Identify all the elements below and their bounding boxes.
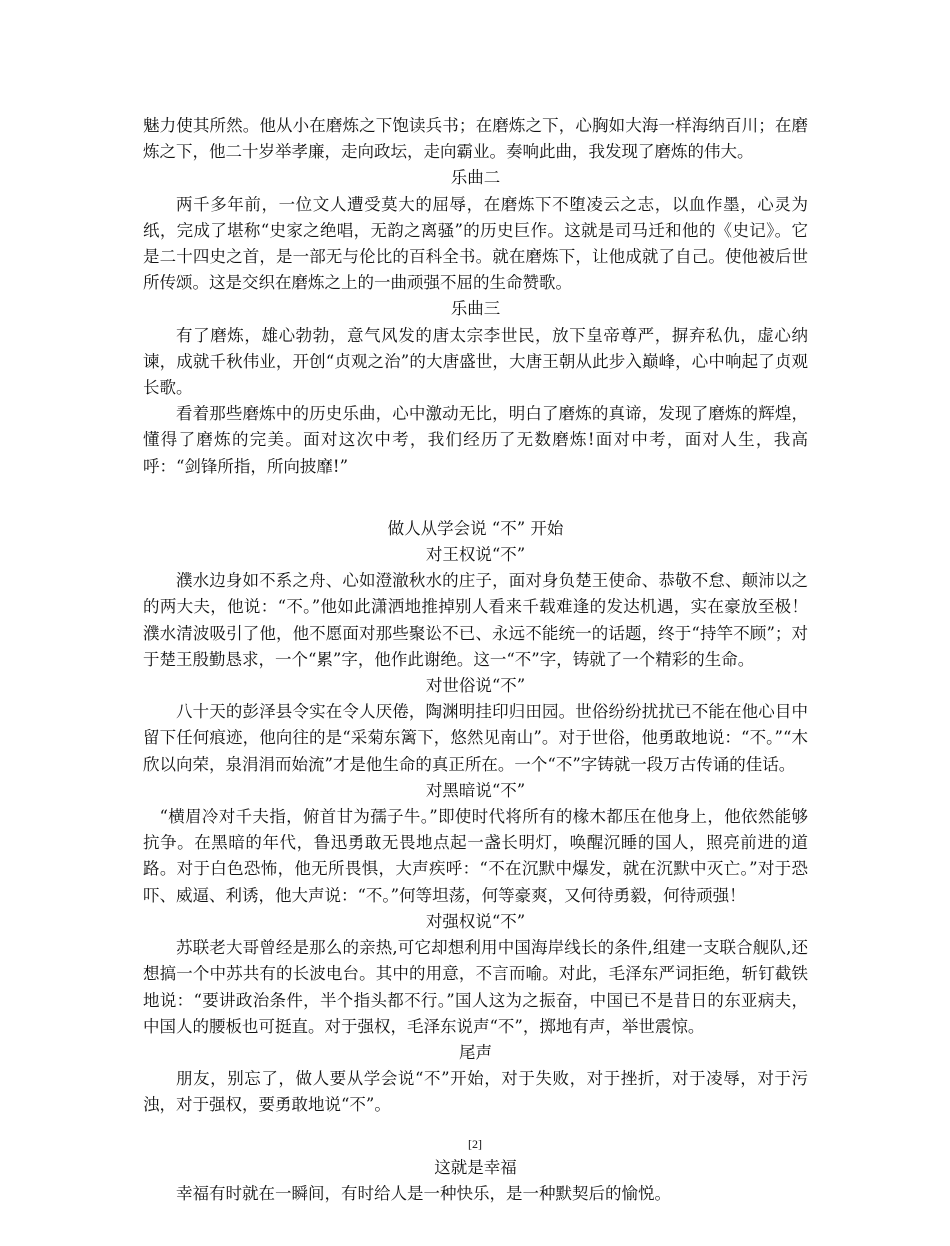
essay-title: 这就是幸福 (434, 1157, 517, 1177)
paragraph: “横眉冷对千夫指，俯首甘为孺子牛。”即使时代将所有的椽木都压在他身上，他依然能够抗争。在黑暗的年代，鲁迅勇敢无畏地点起一盏长明灯，唤醒沉睡的国人，照亮前进的道路。对于白色恐怖，他无所畏惧，大声疾呼：“不在沉默中爆发，就在沉默中灭亡。”对于恐吓、威逼、利诱，他大声说：“不。”何等坦荡，何等豪爽，又何待勇毅，何待顽强！ (143, 807, 808, 905)
section-heading-song2: 乐曲二 (450, 168, 501, 188)
paragraph-song3: 有了磨炼，雄心勃勃，意气风发的唐太宗李世民，放下皇帝尊严，摒弃私仇，虚心纳谏，成就千秋伟业，开创“贞观之治”的大唐盛世，大唐王朝从此步入巅峰，心中响起了贞观长歌。 (143, 325, 808, 398)
paragraph: 苏联老大哥曾经是那么的亲热,可它却想利用中国海岸线长的条件,组建一支联合舰队,还想搞一个中苏共有的长波电台。其中的用意，不言而喻。对此，毛泽东严词拒绝，斩钉截铁地说：“要讲政治条件，半个指头都不行。”国人这为之振奋，中国已不是昔日的东亚病夫，中国人的腰板也可挺直。对于强权，毛泽东说声“不”，掷地有声，举世震惊。 (143, 938, 808, 1036)
paragraph: 朋友，别忘了，做人要从学会说“不”开始，对于失败，对于挫折，对于凌辱，对于污浊，对于强权，要勇敢地说“不”。 (143, 1069, 808, 1115)
page-number: [2] (468, 1137, 482, 1151)
paragraph: 八十天的彭泽县令实在令人厌倦，陶渊明挂印归田园。世俗纷纷扰扰已不能在他心目中留下任何痕迹，他向往的是“采菊东篱下，悠然见南山”。对于世俗，他勇敢地说：“不。”“木欣以向荣，泉涓涓而始流”才是他生命的真正所在。一个“不”字铸就一段万古传诵的佳话。 (143, 702, 808, 774)
section-heading: 尾声 (459, 1042, 492, 1062)
spacer (143, 480, 808, 516)
paragraph-conclusion: 看着那些磨炼中的历史乐曲，心中激动无比，明白了磨炼的真谛，发现了磨炼的辉煌，懂得了磨炼的完美。面对这次中考，我们经历了无数磨炼!面对中考，面对人生，我高呼：“剑锋所指，所向披靡!” (143, 404, 808, 476)
paragraph-intro-tail: 魅力使其所然。他从小在磨炼之下饱读兵书；在磨炼之下，心胸如大海一样海纳百川；在磨炼之下，他二十岁举孝廉，走向政坛，走向霸业。奏响此曲，我发现了磨炼的伟大。 (143, 116, 808, 162)
section-heading: 对王权说“不” (425, 545, 526, 565)
paragraph: 幸福有时就在一瞬间，有时给人是一种快乐，是一种默契后的愉悦。 (176, 1183, 671, 1203)
paragraph: 濮水边身如不系之舟、心如澄澈秋水的庄子，面对身负楚王使命、恭敬不怠、颠沛以之的两大夫，他说：“不。”他如此潇洒地推掉别人看来千载难逢的发达机遇，实在豪放至极！濮水清波吸引了他，他不愿面对那些聚讼不已、永远不能统一的话题，终于“持竿不顾”；对于楚王殷勤恳求，一个“累”字，他作此谢绝。这一“不”字，铸就了一个精彩的生命。 (143, 571, 808, 669)
document-body (143, 113, 808, 1207)
section-heading: 对强权说“不” (425, 911, 526, 931)
paragraph-song2: 两千多年前，一位文人遭受莫大的屈辱，在磨炼下不堕凌云之志，以血作墨，心灵为纸，完成了堪称“史家之绝唱，无韵之离骚”的历史巨作。这就是司马迁和他的《史记》。它是二十四史之首，是一部无与伦比的百科全书。就在磨炼下，让他成就了自己。使他被后世所传颂。这是交织在磨炼之上的一曲顽强不屈的生命赞歌。 (143, 194, 808, 293)
section-heading: 对黑暗说“不” (425, 780, 526, 800)
section-heading-song3: 乐曲三 (450, 299, 501, 319)
essay-title: 做人从学会说 “不” 开始 (387, 518, 564, 538)
section-heading: 对世俗说“不” (425, 676, 526, 696)
